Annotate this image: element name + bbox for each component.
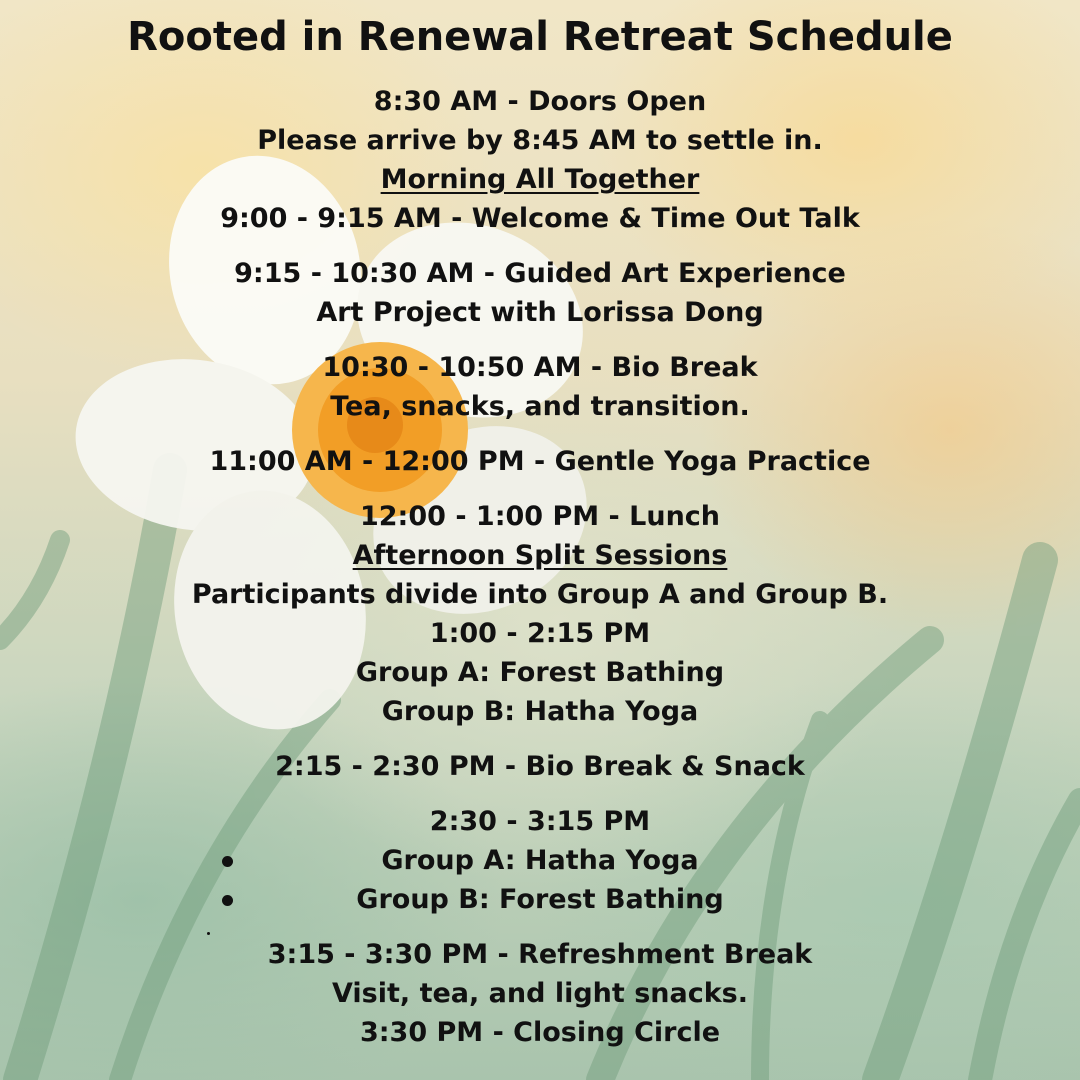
split-note: Participants divide into Group A and Group B. [191, 579, 889, 610]
session1-group-b: Group B: Hatha Yoga [381, 696, 699, 727]
session2-group-a: Group A: Hatha Yoga [381, 845, 699, 876]
bio-break-note: Tea, snacks, and transition. [330, 391, 750, 422]
session2-time: 2:30 - 3:15 PM [429, 806, 651, 837]
session1-group-a: Group A: Forest Bathing [355, 657, 725, 688]
doors-open-item [0, 82, 1080, 238]
bio-break-time: 10:30 - 10:50 AM - Bio Break [322, 352, 758, 383]
session2-group-b-row [0, 880, 1080, 919]
page-title: Rooted in Renewal Retreat Schedule [127, 14, 953, 60]
schedule-list [0, 82, 1080, 1068]
bio-break-item [0, 348, 1080, 426]
art-item [0, 254, 1080, 332]
yoga-time: 11:00 AM - 12:00 PM - Gentle Yoga Practice [209, 446, 871, 477]
session2-group-a-row [0, 841, 1080, 880]
lunch-time: 12:00 - 1:00 PM - Lunch [359, 501, 721, 532]
session1-time: 1:00 - 2:15 PM [429, 618, 651, 649]
stray-dot [207, 932, 210, 935]
art-note: Art Project with Lorissa Dong [316, 297, 764, 328]
snack-break-item [0, 747, 1080, 786]
bullet-icon [222, 895, 233, 906]
lunch-item [0, 497, 1080, 731]
snack-break-time: 2:15 - 2:30 PM - Bio Break & Snack [275, 751, 805, 782]
yoga-item [0, 442, 1080, 481]
session2-item [0, 802, 1080, 919]
afternoon-section-heading: Afternoon Split Sessions [352, 540, 728, 571]
session2-group-b: Group B: Forest Bathing [356, 884, 724, 915]
doors-open-note: Please arrive by 8:45 AM to settle in. [257, 125, 823, 156]
welcome-item: 9:00 - 9:15 AM - Welcome & Time Out Talk [220, 203, 860, 234]
morning-section-heading: Morning All Together [380, 164, 700, 195]
refreshment-item [0, 935, 1080, 1052]
refreshment-time: 3:15 - 3:30 PM - Refreshment Break [267, 939, 813, 970]
art-time: 9:15 - 10:30 AM - Guided Art Experience [234, 258, 846, 289]
closing-item: 3:30 PM - Closing Circle [359, 1017, 721, 1048]
refreshment-note: Visit, tea, and light snacks. [332, 978, 748, 1009]
bullet-icon [222, 856, 233, 867]
doors-open-time: 8:30 AM - Doors Open [373, 86, 707, 117]
